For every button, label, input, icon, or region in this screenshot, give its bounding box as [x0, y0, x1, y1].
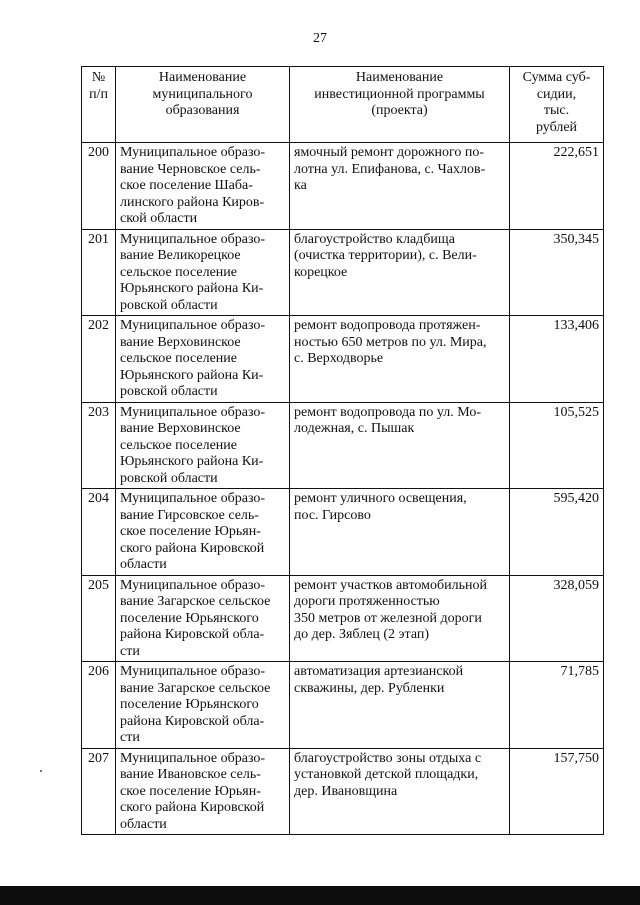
- project-name: ямочный ремонт дорожного по- лотна ул. Епифанова, с. Чахлов- ка: [290, 143, 510, 230]
- header-text-line: Наименование: [158, 70, 247, 85]
- subsidy-amount: 105,525: [510, 402, 604, 489]
- subsidy-amount: 133,406: [510, 316, 604, 403]
- project-name: ремонт водопровода по ул. Мо- лодежная, с. Пышак: [290, 402, 510, 489]
- header-text-line: рублей: [535, 119, 578, 135]
- table-row: [82, 402, 604, 489]
- municipality-name: Муниципальное образо- вание Загарское сельское поселение Юрьянского района Кировской обла- сти: [116, 575, 290, 662]
- row-number: 202: [82, 316, 116, 403]
- municipality-name: Муниципальное образо- вание Гирсовское сель- ское поселение Юрьян- ского района Кировской области: [116, 489, 290, 576]
- municipality-name: Муниципальное образо- вание Черновское сель- ское поселение Шаба- линского района Киров- ской области: [116, 143, 290, 230]
- table-row: [82, 229, 604, 316]
- header-text-line: сидии,: [536, 86, 577, 102]
- subsidy-amount: 157,750: [510, 748, 604, 835]
- row-number: 206: [82, 662, 116, 749]
- row-number: 204: [82, 489, 116, 576]
- header-text-line: инвестиционной программы: [314, 86, 485, 102]
- header-number: [82, 67, 116, 143]
- municipality-name: Муниципальное образо- вание Ивановское сель- ское поселение Юрьян- ского района Кировской области: [116, 748, 290, 835]
- municipality-name: Муниципальное образо- вание Загарское сельское поселение Юрьянского района Кировской обла- сти: [116, 662, 290, 749]
- table-row: [82, 143, 604, 230]
- municipality-name: Муниципальное образо- вание Верховинское сельское поселение Юрьянского района Ки- ровской области: [116, 402, 290, 489]
- table-row: [82, 575, 604, 662]
- project-name: благоустройство зоны отдыха с установкой детской площадки, дер. Ивановщина: [290, 748, 510, 835]
- header-text-line: Наименование: [355, 70, 444, 85]
- header-text-line: (проекта): [371, 103, 428, 118]
- table-row: [82, 662, 604, 749]
- scan-speck: [40, 770, 42, 772]
- project-name: ремонт водопровода протяжен- ностью 650 метров по ул. Мира, с. Верходворье: [290, 316, 510, 403]
- project-name: ремонт участков автомобильной дороги протяженностью 350 метров от железной дороги до дер. Зяблец (2 этап): [290, 575, 510, 662]
- header-text-line: образования: [165, 103, 240, 118]
- subsidy-amount: 328,059: [510, 575, 604, 662]
- subsidy-amount: 71,785: [510, 662, 604, 749]
- subsidy-table: [81, 66, 604, 835]
- header-amount: [510, 67, 604, 143]
- row-number: 203: [82, 402, 116, 489]
- header-text-line: Сумма суб-: [522, 70, 591, 85]
- table-row: [82, 748, 604, 835]
- table-row: [82, 489, 604, 576]
- project-name: ремонт уличного освещения, пос. Гирсово: [290, 489, 510, 576]
- project-name: благоустройство кладбища (очистка территории), с. Вели- корецкое: [290, 229, 510, 316]
- municipality-name: Муниципальное образо- вание Великорецкое сельское поселение Юрьянского района Ки- ровской области: [116, 229, 290, 316]
- header-text-line: п/п: [89, 86, 108, 102]
- table-header-row: [82, 67, 604, 143]
- scan-edge-band: [0, 886, 640, 905]
- header-text-line: тыс.: [543, 103, 570, 118]
- row-number: 205: [82, 575, 116, 662]
- table-row: [82, 316, 604, 403]
- header-text-line: №: [91, 70, 106, 85]
- project-name: автоматизация артезианской скважины, дер. Рубленки: [290, 662, 510, 749]
- header-municipality: [116, 67, 290, 143]
- table-body: [82, 143, 604, 835]
- header-project: [290, 67, 510, 143]
- row-number: 207: [82, 748, 116, 835]
- subsidy-amount: 222,651: [510, 143, 604, 230]
- page-number: 27: [313, 31, 327, 46]
- subsidy-amount: 350,345: [510, 229, 604, 316]
- row-number: 201: [82, 229, 116, 316]
- municipality-name: Муниципальное образо- вание Верховинское сельское поселение Юрьянского района Ки- ровской области: [116, 316, 290, 403]
- header-text-line: муниципального: [152, 86, 253, 102]
- subsidy-amount: 595,420: [510, 489, 604, 576]
- row-number: 200: [82, 143, 116, 230]
